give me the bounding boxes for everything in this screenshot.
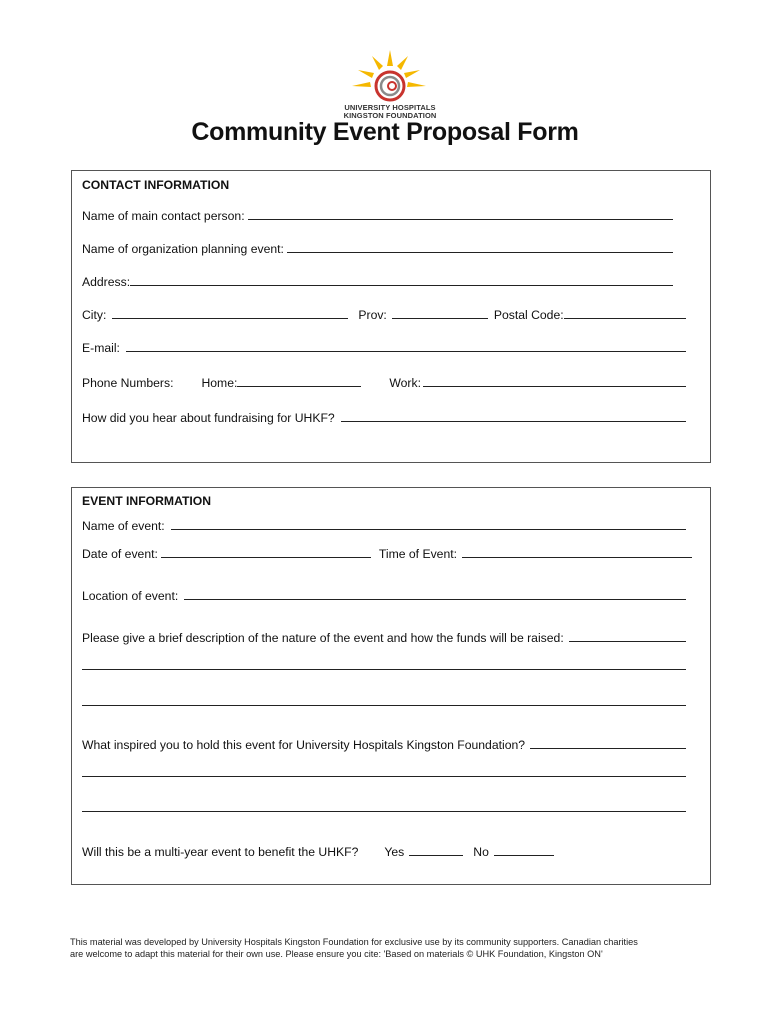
hear-row [82, 411, 686, 425]
address-label: Address: [82, 275, 131, 289]
work-phone-field[interactable] [423, 385, 686, 387]
main-contact-field[interactable] [248, 218, 673, 220]
sun-swirl-logo-icon [346, 48, 434, 104]
description-row-2 [82, 668, 686, 673]
home-phone-field[interactable] [237, 385, 361, 387]
footer-disclaimer [70, 936, 710, 960]
org-name-line1: UNIVERSITY HOSPITALS [344, 103, 436, 112]
contact-heading: CONTACT INFORMATION [82, 178, 230, 192]
inspired-row-3 [82, 810, 686, 815]
description-field-line3[interactable] [82, 704, 686, 706]
main-contact-row [82, 209, 673, 223]
description-field-line1[interactable] [569, 640, 686, 642]
inspired-row [82, 738, 686, 752]
org-name-line2: KINGSTON FOUNDATION [343, 111, 437, 120]
event-heading: EVENT INFORMATION [82, 494, 212, 508]
postal-code-label: Postal Code: [493, 308, 564, 322]
inspired-field-line1[interactable] [530, 747, 686, 749]
multi-year-row [82, 845, 686, 859]
inspired-field-line2[interactable] [82, 775, 686, 777]
uhkf-logo [330, 48, 450, 122]
event-location-label: Location of event: [82, 589, 179, 603]
event-name-label: Name of event: [82, 519, 165, 533]
organization-row [82, 242, 673, 256]
event-time-label: Time of Event: [378, 547, 458, 561]
footer-line2: are welcome to adapt this material for their own use. Please ensure you cite: 'Based on materials © UHK Foundation, Kingston ON' [70, 949, 603, 959]
hear-label: How did you hear about fundraising for UHKF? [82, 411, 335, 425]
inspired-field-line3[interactable] [82, 810, 686, 812]
work-label: Work: [389, 376, 421, 390]
inspired-row-2 [82, 775, 686, 780]
organization-label: Name of organization planning event: [82, 242, 284, 256]
prov-label: Prov: [358, 308, 387, 322]
event-date-field[interactable] [161, 556, 371, 558]
email-label: E-mail: [82, 341, 120, 355]
event-information-section [71, 487, 711, 885]
event-time-field[interactable] [462, 556, 692, 558]
hear-field[interactable] [341, 420, 686, 422]
email-field[interactable] [126, 350, 686, 352]
city-label: City: [82, 308, 107, 322]
no-field[interactable] [494, 854, 554, 856]
event-date-label: Date of event: [82, 547, 158, 561]
date-time-row [82, 547, 692, 561]
event-name-row [82, 519, 686, 533]
yes-field[interactable] [409, 854, 463, 856]
description-label: Please give a brief description of the nature of the event and how the funds will be raised: [82, 631, 564, 645]
description-row-3 [82, 704, 686, 709]
description-row [82, 631, 686, 645]
postal-code-field[interactable] [564, 317, 686, 319]
prov-field[interactable] [392, 317, 488, 319]
home-label: Home: [201, 376, 238, 390]
email-row [82, 341, 686, 355]
location-row [82, 589, 686, 603]
main-contact-label: Name of main contact person: [82, 209, 245, 223]
no-label: No [473, 845, 489, 859]
event-location-field[interactable] [184, 598, 686, 600]
multi-year-label: Will this be a multi-year event to benefit the UHKF? [82, 845, 359, 859]
contact-information-section [71, 170, 711, 463]
description-field-line2[interactable] [82, 668, 686, 670]
yes-label: Yes [384, 845, 405, 859]
city-field[interactable] [112, 317, 348, 319]
form-title: Community Event Proposal Form [191, 118, 579, 146]
city-row [82, 308, 686, 322]
footer-line1: This material was developed by University Hospitals Kingston Foundation for exclusive use by its community supporters. Canadian charities [70, 937, 638, 947]
inspired-label: What inspired you to hold this event for University Hospitals Kingston Foundation? [82, 738, 526, 752]
organization-field[interactable] [287, 251, 673, 253]
event-name-field[interactable] [171, 528, 686, 530]
address-row [82, 275, 673, 289]
address-field[interactable] [130, 284, 673, 286]
phone-row [82, 376, 686, 390]
phone-numbers-label: Phone Numbers: [82, 376, 174, 390]
